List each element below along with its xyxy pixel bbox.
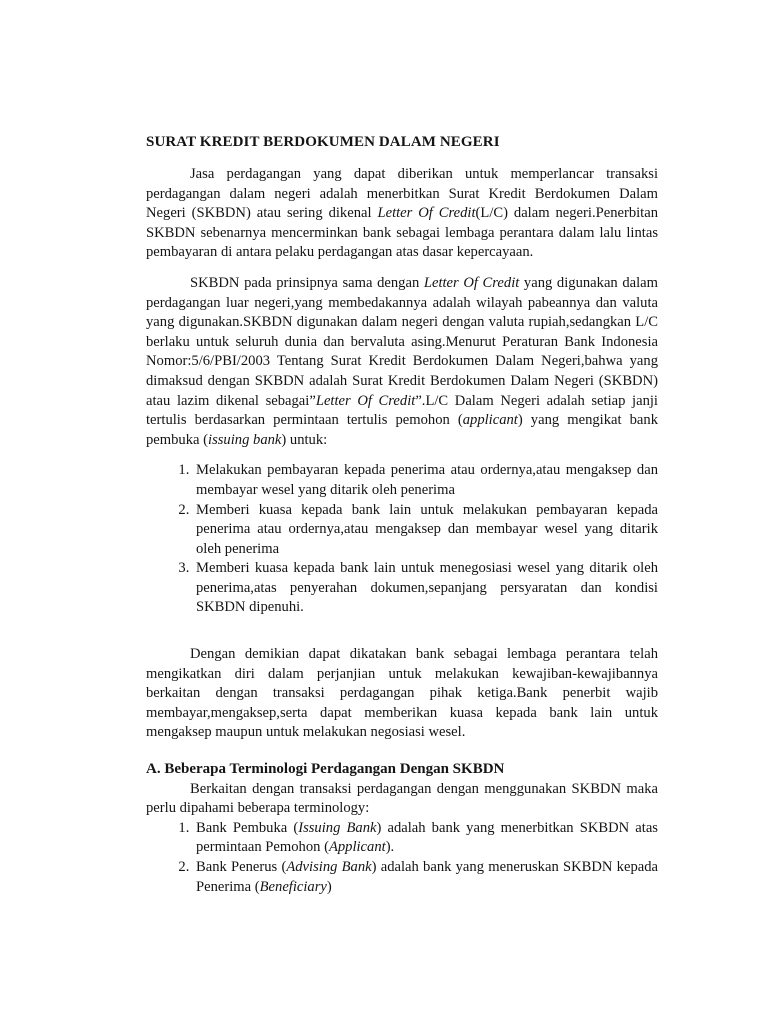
text: SKBDN pada prinsipnya sama dengan bbox=[190, 274, 424, 291]
terminology-list bbox=[146, 819, 658, 897]
text: Bank Pembuka ( bbox=[196, 819, 299, 836]
text: Jasa perdagangan yang dapat diberikan untuk memperlancar transaksi perdagangan dalam negeri adalah menerbitkan Surat Kredit Berdokumen Dalam Negeri (SKBDN) atau sering dikenal bbox=[146, 166, 658, 222]
text: ) adalah bank yang menerbitkan SKBDN atas permintaan Pemohon ( bbox=[196, 819, 658, 856]
italic-term: Letter Of Credit bbox=[315, 392, 416, 409]
text: (L/C) dalam negeri.Penerbitan SKBDN sebenarnya mencerminkan bank sebagai lembaga perantara dalam lalu lintas pembayaran di antara pelaku perdagangan atas dasar kepercayaan. bbox=[146, 205, 659, 261]
italic-term: issuing bank bbox=[208, 431, 282, 448]
text: yang digunakan dalam perdagangan luar negeri,yang membedakannya adalah wilayah pabeannya dan valuta yang digunakan.SKBDN digunakan dalam negeri dengan valuta rupiah,sedangkan L/C berlaku untuk seluruh dunia dan bervaluta asing.Menurut Peraturan Bank Indonesia Nomor:5/6/PBI/2003 Tentang Surat Kredit Berdokumen Dalam Negeri,bahwa yang dimaksud dengan SKBDN adalah Surat Kredit Berdokumen Dalam Negeri (SKBDN) atau lazim dikenal sebagai” bbox=[146, 274, 658, 409]
italic-term: Letter Of Credit bbox=[377, 205, 476, 222]
italic-term: Issuing Bank bbox=[298, 819, 377, 836]
list-item: 3. Memberi kuasa kepada bank lain untuk menegosiasi wesel yang ditarik oleh penerima,atas penyerahan dokumen,sepanjang persyaratan dan kondisi SKBDN dipenuhi. bbox=[193, 559, 658, 618]
obligations-list bbox=[146, 461, 658, 618]
list-item: 1. Melakukan pembayaran kepada penerima atau ordernya,atau mengaksep dan membayar wesel yang ditarik oleh penerima bbox=[193, 461, 658, 500]
list-item bbox=[193, 819, 658, 858]
text: ”.L/C Dalam Negeri adalah setiap janji tertulis berdasarkan permintaan tertulis pemohon ( bbox=[146, 392, 658, 429]
list-item bbox=[193, 858, 658, 897]
italic-term: Applicant bbox=[328, 839, 386, 856]
text: ) untuk: bbox=[281, 431, 328, 448]
text: ) adalah bank yang meneruskan SKBDN kepada Penerima ( bbox=[196, 859, 658, 895]
list-item: 2. Memberi kuasa kepada bank lain untuk melakukan pembayaran kepada penerima atau ordernya,atau mengaksep dan membayar wesel yang ditarik oleh penerima bbox=[193, 501, 658, 560]
paragraph-intro bbox=[146, 165, 658, 263]
text: ) bbox=[326, 878, 332, 895]
section-intro: Berkaitan dengan transaksi perdagangan dengan menggunakan SKBDN maka perlu dipahami beberapa terminology: bbox=[146, 780, 658, 817]
text: ). bbox=[385, 839, 395, 856]
italic-term: Letter Of Credit bbox=[423, 274, 520, 291]
italic-term: Beneficiary bbox=[259, 878, 327, 895]
paragraph-definition bbox=[146, 274, 658, 450]
text: ) yang mengikat bank pembuka ( bbox=[146, 412, 658, 448]
italic-term: applicant bbox=[462, 412, 518, 429]
text: Bank Penerus ( bbox=[196, 859, 287, 875]
section-heading: A. Beberapa Terminologi Perdagangan Dengan SKBDN bbox=[146, 761, 505, 778]
paragraph-conclusion: Dengan demikian dapat dikatakan bank sebagai lembaga perantara telah mengikatkan diri dalam perjanjian untuk melakukan kewajiban-kewajibannya berkaitan dengan transaksi perdagangan pihak ketiga.Bank penerbit wajib membayar,mengaksep,serta dapat memberikan kuasa kepada bank lain untuk mengaksep maupun untuk melakukan negosiasi wesel. bbox=[146, 646, 658, 741]
italic-term: Advising Bank bbox=[286, 859, 372, 875]
document-title: SURAT KREDIT BERDOKUMEN DALAM NEGERI bbox=[146, 134, 500, 150]
